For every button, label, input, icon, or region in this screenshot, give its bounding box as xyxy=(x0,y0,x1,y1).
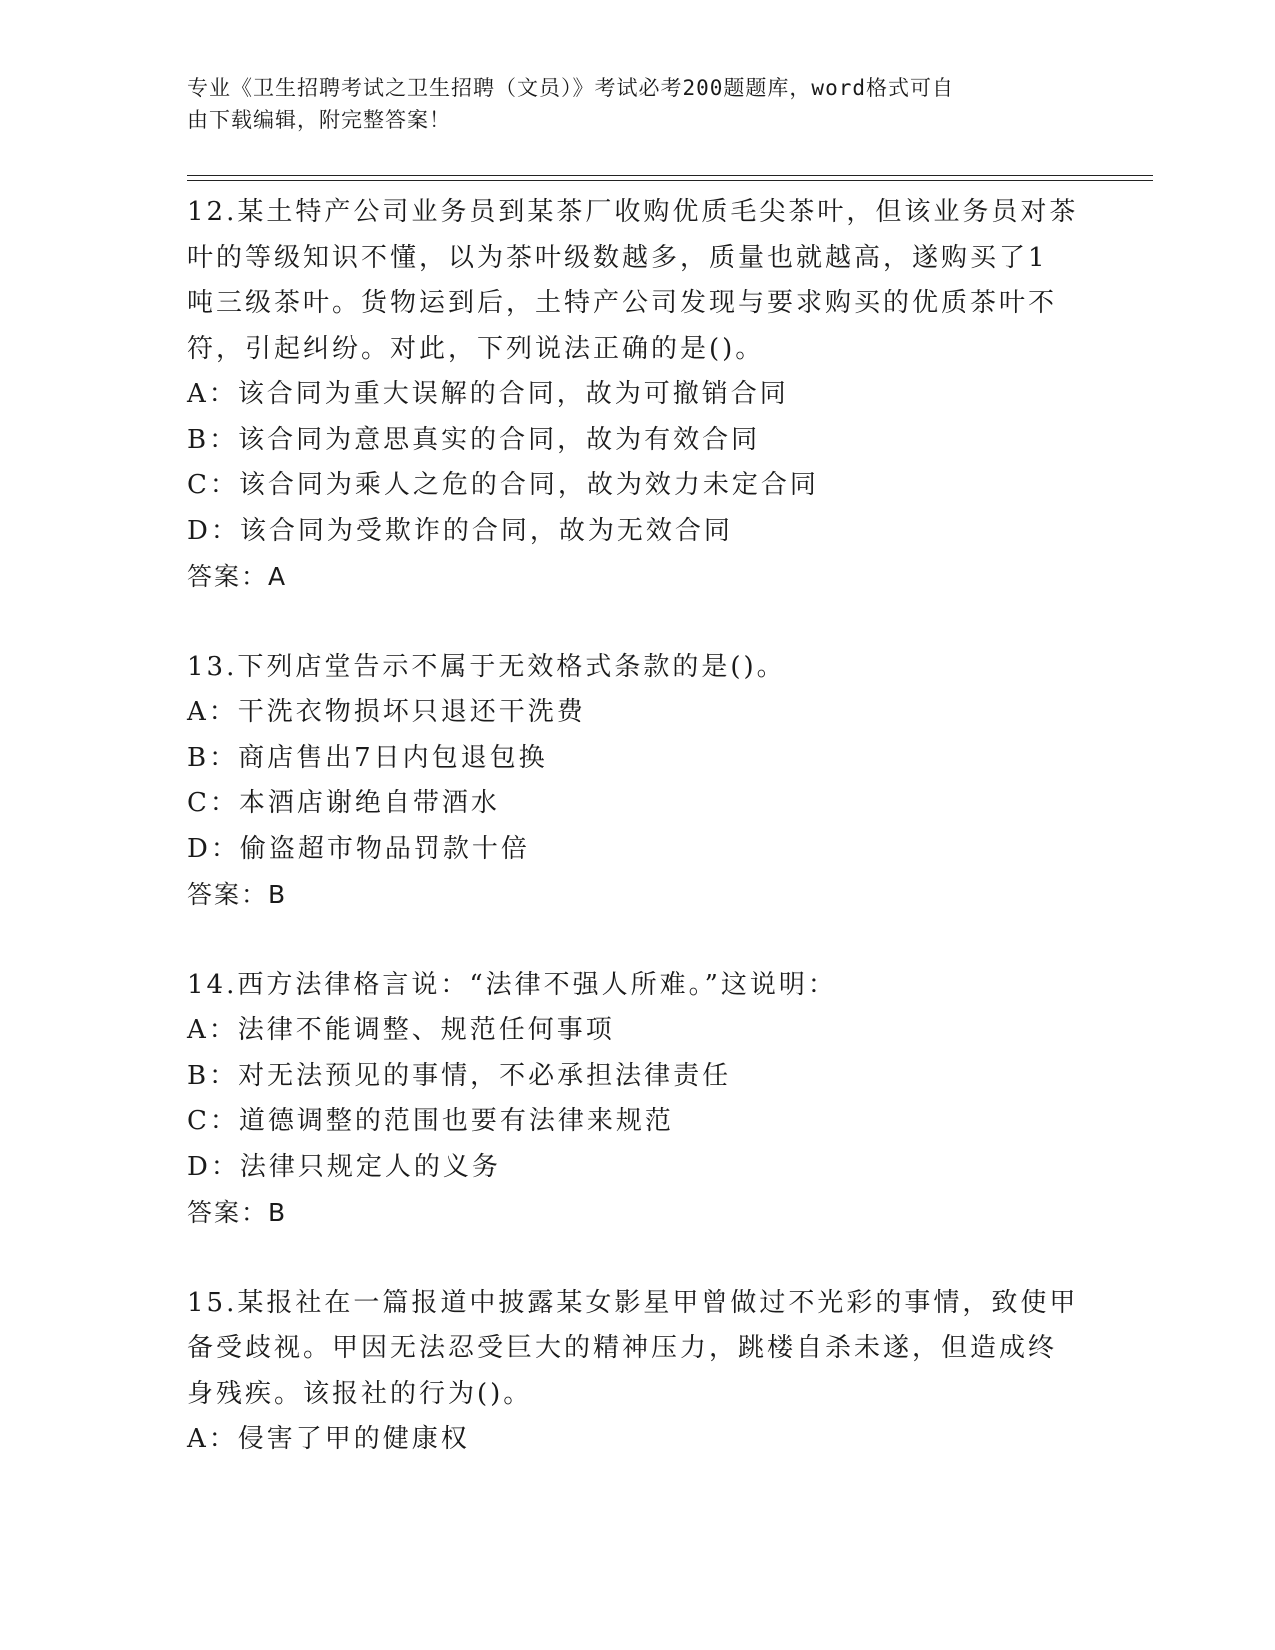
question-stem xyxy=(187,963,1087,1009)
stem-line: 14.西方法律格言说：“法律不强人所难。”这说明： xyxy=(187,969,837,1000)
option-b: B：商店售出7日内包退包换 xyxy=(187,742,548,773)
option-b: B：该合同为意思真实的合同，故为有效合同 xyxy=(187,424,761,455)
question-14 xyxy=(187,963,1087,1236)
option-a: A：干洗衣物损坏只退还干洗费 xyxy=(187,697,586,727)
stem-line: 备受歧视。甲因无法忍受巨大的精神压力，跳楼自杀未遂，但造成终 xyxy=(187,1333,1058,1363)
question-list xyxy=(187,190,1087,1508)
option-c: C：道德调整的范围也要有法律来规范 xyxy=(187,1106,674,1136)
answer-label: 答案：A xyxy=(187,562,288,591)
answer-label: 答案：B xyxy=(187,1198,288,1227)
option-d: D：法律只规定人的义务 xyxy=(187,1151,501,1182)
stem-line: 符，引起纠纷。对此，下列说法正确的是()。 xyxy=(187,333,765,364)
question-stem xyxy=(187,1281,1087,1418)
question-stem xyxy=(187,190,1087,372)
answer-label: 答案：B xyxy=(187,880,288,909)
option-d: D：该合同为受欺诈的合同，故为无效合同 xyxy=(187,515,733,546)
option-a: A：该合同为重大误解的合同，故为可撤销合同 xyxy=(187,379,789,409)
stem-line: 身残疾。该报社的行为()。 xyxy=(187,1378,533,1409)
header-line-2: 由下载编辑，附完整答案！ xyxy=(187,108,451,132)
option-a: A：法律不能调整、规范任何事项 xyxy=(187,1015,615,1045)
stem-line: 13.下列店堂告示不属于无效格式条款的是()。 xyxy=(187,651,786,682)
option-a: A：侵害了甲的健康权 xyxy=(187,1424,470,1454)
header-divider-top xyxy=(187,175,1153,176)
stem-line: 叶的等级知识不懂，以为茶叶级数越多，质量也就越高，遂购买了1 xyxy=(187,242,1048,273)
question-stem xyxy=(187,645,1087,691)
option-c: C：本酒店谢绝自带酒水 xyxy=(187,788,500,818)
header-line-1: 专业《卫生招聘考试之卫生招聘（文员）》考试必考200题题库，word格式可自 xyxy=(187,76,954,100)
stem-line: 15.某报社在一篇报道中披露某女影星甲曾做过不光彩的事情，致使甲 xyxy=(187,1287,1079,1318)
stem-line: 吨三级茶叶。货物运到后，土特产公司发现与要求购买的优质茶叶不 xyxy=(187,288,1058,318)
stem-line: 12.某土特产公司业务员到某茶厂收购优质毛尖茶叶，但该业务员对茶 xyxy=(187,197,1079,227)
header-divider-bottom xyxy=(187,180,1153,181)
option-c: C：该合同为乘人之危的合同，故为效力未定合同 xyxy=(187,470,819,500)
option-b: B：对无法预见的事情，不必承担法律责任 xyxy=(187,1060,732,1091)
question-12 xyxy=(187,190,1087,600)
question-13 xyxy=(187,645,1087,918)
question-15 xyxy=(187,1281,1087,1463)
document-header xyxy=(187,72,1067,136)
option-d: D：偷盗超市物品罚款十倍 xyxy=(187,833,530,864)
